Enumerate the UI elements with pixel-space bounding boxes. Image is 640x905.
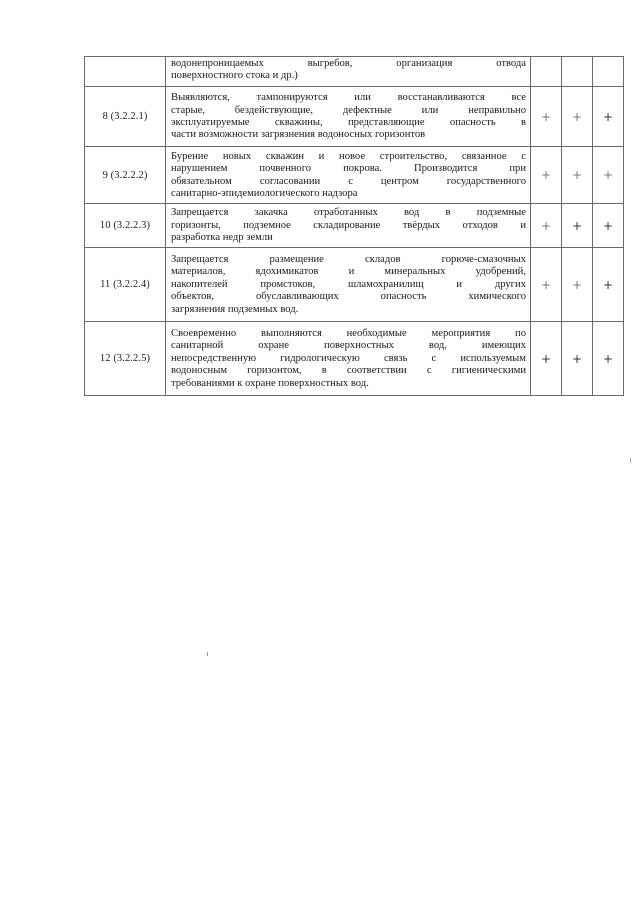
description-line: старые, бездействующие, дефектные или неправильно [171,104,526,116]
row-description [166,57,531,87]
description-line: поверхностного стока и др.) [171,70,298,82]
description-line: Выявляются, тампонируются или восстанавливаются все [171,92,526,104]
zone-1-mark: + [531,204,562,248]
zone-2-mark: + [562,248,593,322]
zone-3-mark: + [593,204,624,248]
description-line: Запрещается закачка отработанных вод в подземные [171,207,526,219]
description-line: объектов, обуславливающих опасность химического [171,291,526,303]
description-line: Бурение новых скважин и новое строительство, связанное с [171,150,526,162]
table-row [85,147,624,204]
row-number: 12 (3.2.2.5) [85,322,166,396]
description-line: водонепроницаемых выгребов, организация отвода [171,58,526,69]
table-row [85,322,624,396]
description-line: непосредственную гидрологическую связь с используемым [171,352,526,364]
description-line: материалов, ядохимикатов и минеральных удобрений, [171,266,526,278]
table-row [85,57,624,87]
table-row [85,204,624,248]
zone-2-mark: + [562,87,593,147]
description-line: эксплуатируемые скважины, представляющие опасность в [171,117,526,128]
description-line: разработка недр земли [171,232,273,244]
zone-3-mark: + [593,87,624,147]
description-line: части возможности загрязнения водоносных горизонтов [171,129,426,141]
table-row [85,87,624,147]
description-line: санитарной охране поверхностных вод, имеющих [171,340,526,352]
row-description [166,147,531,204]
description-line: требованиями к охране поверхностных вод. [171,377,369,389]
zone-2-mark: + [562,147,593,204]
description-line: водоносным горизонтом, в соответствии с гигиеническими [171,365,526,377]
row-number [85,57,166,87]
row-number: 11 (3.2.2.4) [85,248,166,322]
zone-2-mark: + [562,322,593,396]
description-line: Запрещается размещение складов горюче-смазочных [171,253,526,265]
zone-1-mark: + [531,248,562,322]
description-line: накопителей промстоков, шламохранилищ и других [171,278,526,290]
row-number: 10 (3.2.2.3) [85,204,166,248]
row-description [166,322,531,396]
zone-1-mark [531,57,562,87]
description-line: загрязнения подземных вод. [171,303,299,315]
zone-3-mark: + [593,147,624,204]
zone-2-mark: + [562,204,593,248]
zone-3-mark: + [593,248,624,322]
row-number: 9 (3.2.2.2) [85,147,166,204]
zone-1-mark: + [531,322,562,396]
table-row [85,248,624,322]
row-number: 8 (3.2.2.1) [85,87,166,147]
requirements-table [84,56,624,396]
description-line: горизонты, подземное складирование твёрдых отходов и [171,219,526,231]
zone-2-mark [562,57,593,87]
zone-3-mark [593,57,624,87]
scan-speck [630,458,631,463]
description-line: Своевременно выполняются необходимые мероприятия по [171,327,526,339]
scan-speck [207,652,208,656]
zone-1-mark: + [531,87,562,147]
row-description [166,248,531,322]
zone-1-mark: + [531,147,562,204]
row-description [166,204,531,248]
description-line: санитарно-эпидемиологического надзора [171,187,358,199]
description-line: обязательном согласовании с центром государственного [171,175,526,187]
row-description [166,87,531,147]
zone-3-mark: + [593,322,624,396]
description-line: нарушением почвенного покрова. Производится при [171,163,526,175]
